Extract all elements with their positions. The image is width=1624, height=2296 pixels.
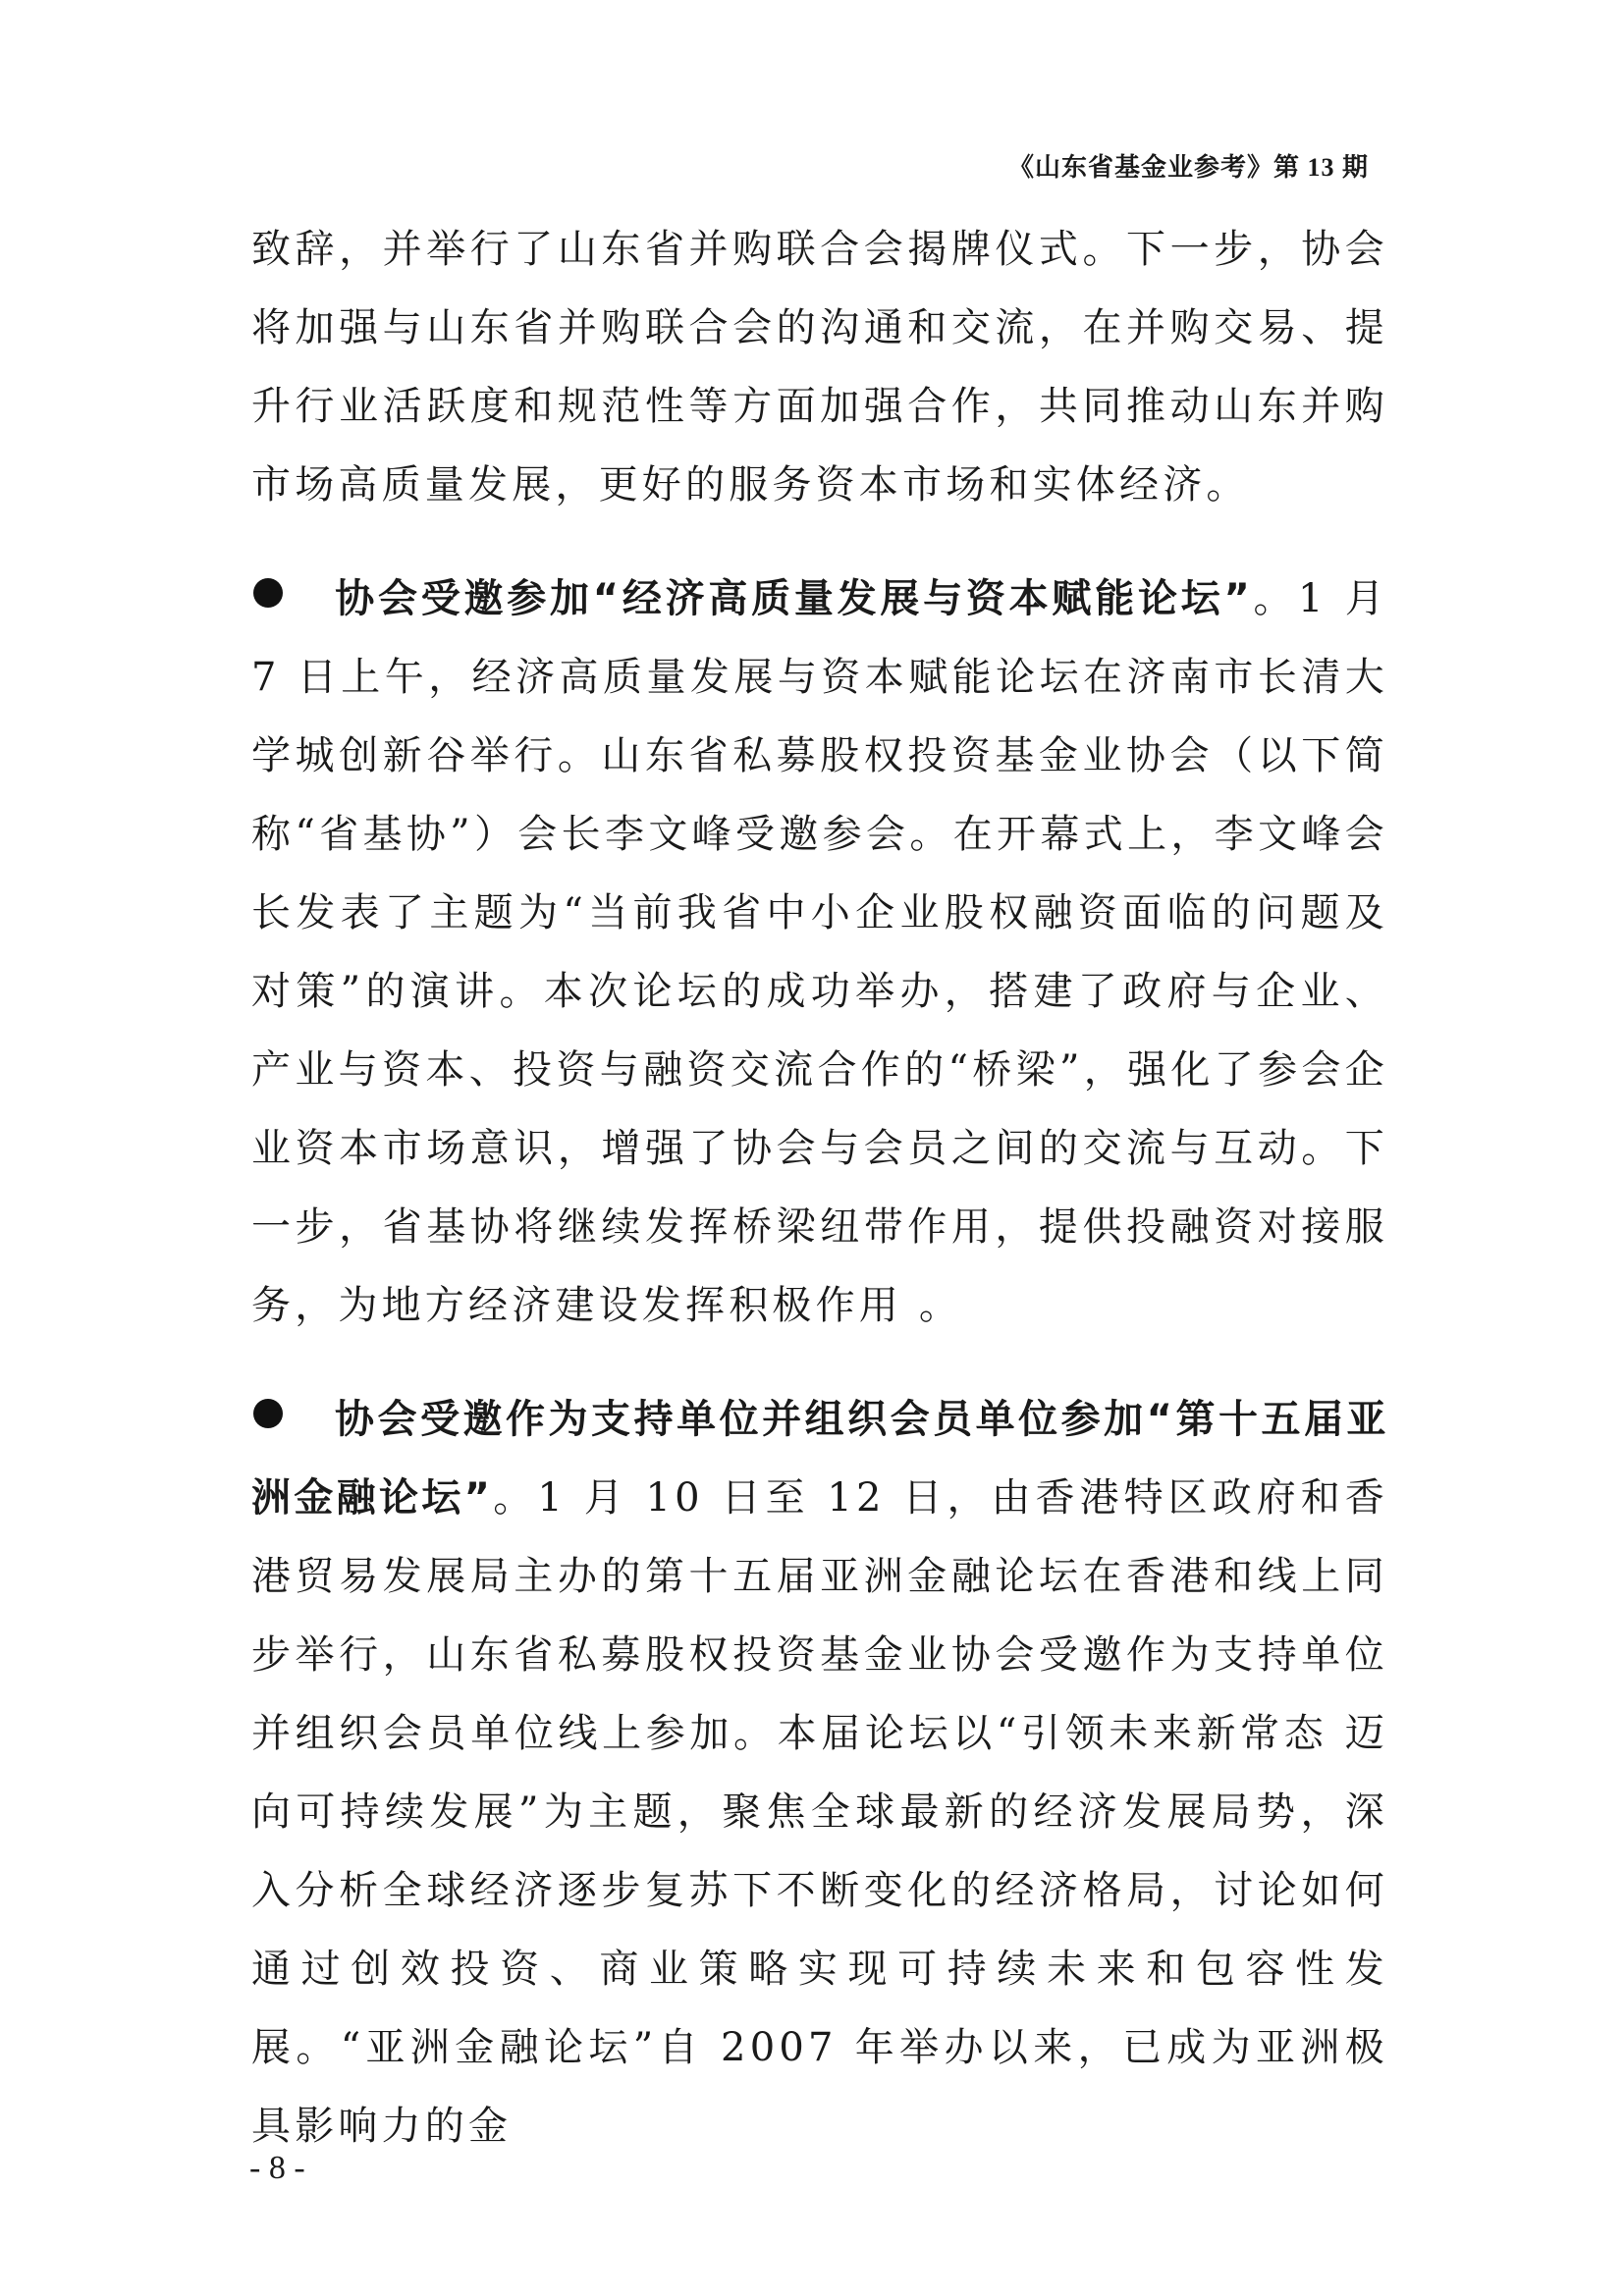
- page-number: - 8 -: [249, 2150, 305, 2186]
- document-body: [251, 210, 1388, 2165]
- intro-paragraph: 致辞，并举行了山东省并购联合会揭牌仪式。下一步，协会将加强与山东省并购联合会的沟通和交流，在并购交易、提升行业活跃度和规范性等方面加强合作，共同推动山东并购市场高质量发展，更好的服务资本市场和实体经济。: [251, 227, 1388, 507]
- publication-header: 《山东省基金业参考》第 13 期: [1007, 153, 1369, 182]
- news-item-title: 协会受邀参加“经济高质量发展与资本赋能论坛”: [334, 576, 1253, 621]
- bullet-icon: [253, 578, 283, 608]
- news-item-body: 。1 月 7 日上午，经济高质量发展与资本赋能论坛在济南市长清大学城创新谷举行。山东省私募股权投资基金业协会（以下简称“省基协”）会长李文峰受邀参会。在开幕式上，李文峰会长发表了主题为“当前我省中小企业股权融资面临的问题及对策”的演讲。本次论坛的成功举办，搭建了政府与企业、产业与资本、投资与融资交流合作的“桥梁”，强化了参会企业资本市场意识，增强了协会与会员之间的交流与互动。下一步，省基协将继续发挥桥梁纽带作用，提供投融资对接服务，为地方经济建设发挥积极作用 。: [251, 576, 1389, 1328]
- news-item-asian-financial-forum: [251, 1380, 1388, 2165]
- bullet-icon: [253, 1399, 283, 1428]
- news-item-forum-capital: [251, 560, 1388, 1345]
- news-item-body: 。1 月 10 日至 12 日，由香港特区政府和香港贸易发展局主办的第十五届亚洲金融论坛在香港和线上同步举行，山东省私募股权投资基金业协会受邀作为支持单位并组织会员单位线上参加。本届论坛以“引领未来新常态 迈向可持续发展”为主题，聚焦全球最新的经济发展局势，深入分析全球经济逐步复苏下不断变化的经济格局，讨论如何通过创效投资、商业策略实现可持续未来和包容性发展。“亚洲金融论坛”自 2007 年举办以来，已成为亚洲极具影响力的金: [251, 1475, 1388, 2149]
- news-item-title: 协会受邀作为支持单位并组织会员单位参加“第十五届亚洲金融论坛”: [251, 1397, 1388, 1521]
